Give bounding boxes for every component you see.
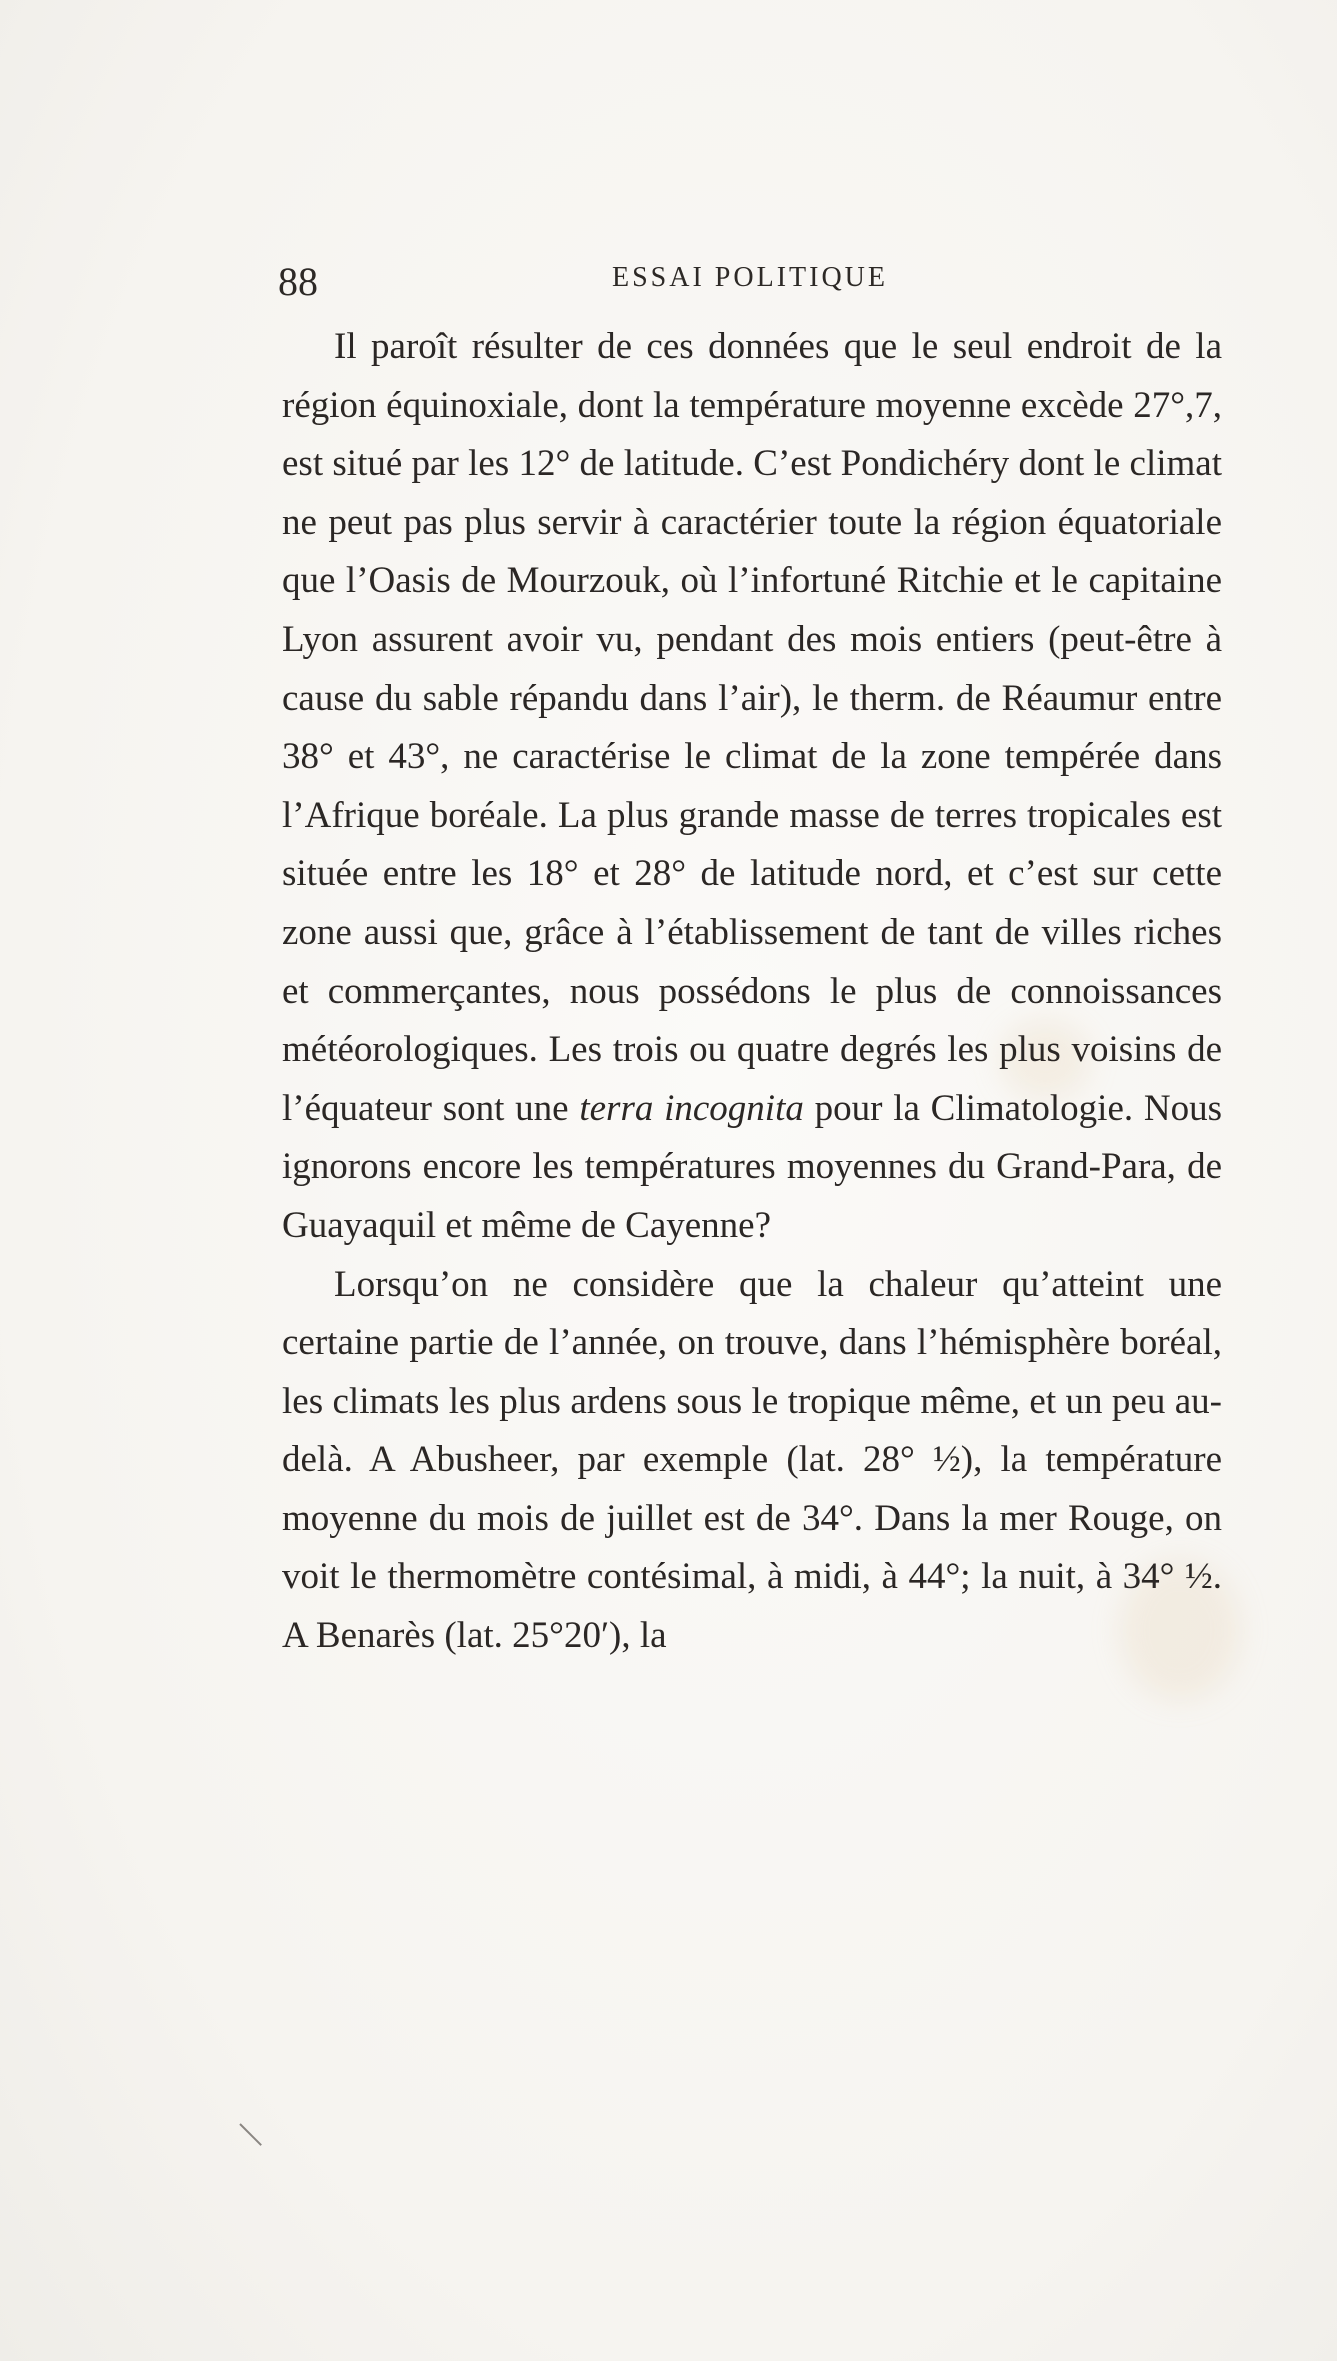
running-head: ESSAI POLITIQUE bbox=[612, 262, 888, 293]
page-scratch-mark bbox=[239, 2123, 262, 2146]
page-header bbox=[278, 256, 1222, 316]
italic-phrase: terra incognita bbox=[579, 1087, 804, 1129]
paragraph-1: Il paroît résulter de ces données que le seul endroit de la région équinoxiale, dont la température moyenne excède 27°,7, est situé par les 12° de latitude. C’est Pondichéry dont le climat ne peut pas plus servir à caractérier toute la région équatoriale que l’Oasis de Mourzouk, où l’infortuné Ritchie et le capitaine Lyon assurent avoir vu, pendant des mois entiers (peut-être à cause du sable répandu dans l’air), le therm. de Réaumur entre 38° et 43°, ne caractérise le climat de la zone tempérée dans l’Afrique boréale. La plus grande masse de terres tropicales est située entre les 18° et 28° de latitude nord, et c’est sur cette zone aussi que, grâce à l’établissement de tant de villes riches et commerçantes, nous possédons le plus de connoissances météorologiques. Les trois ou quatre degrés les plus voisins de l’équateur sont une terra incognita pour la Climatologie. Nous ignorons encore les températures moyennes du Grand-Para, de Guayaquil et même de Cayenne? bbox=[282, 326, 1222, 1246]
body-text bbox=[282, 318, 1222, 1666]
paragraph-2: Lorsqu’on ne considère que la chaleur qu’atteint une certaine partie de l’année, on trouve, dans l’hémisphère boréal, les climats les plus ardens sous le tropique même, et un peu au-delà. A Abusheer, par exemple (lat. 28° ½), la température moyenne du mois de juillet est de 34°. Dans la mer Rouge, on voit le thermomètre contésimal, à midi, à 44°; la nuit, à 34° ½. A Benarès (lat. 25°20′), la bbox=[282, 1263, 1222, 1657]
page-number: 88 bbox=[278, 259, 318, 304]
